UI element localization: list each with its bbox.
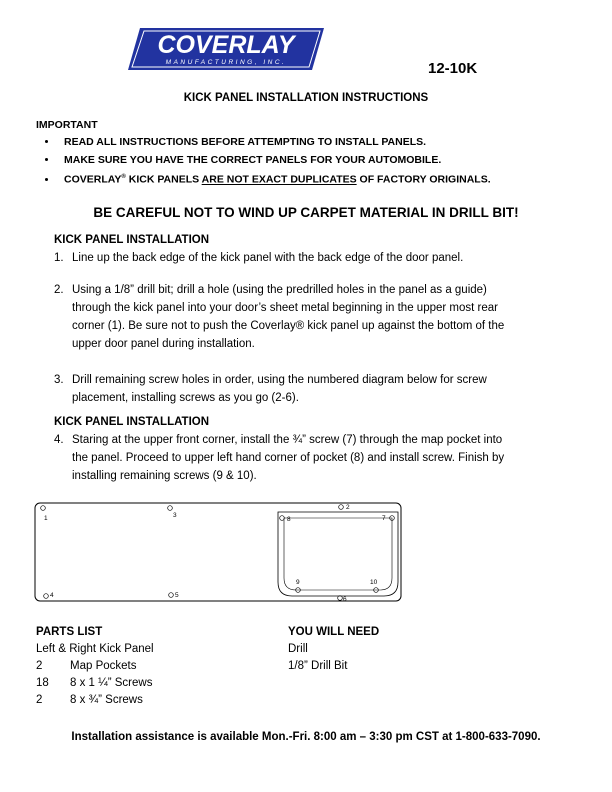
step-text: placement, installing screws as you go (2-6). <box>72 392 299 404</box>
part-quantity: 2 <box>36 660 43 672</box>
screw-label: 9 <box>296 579 300 586</box>
step-text: Drill remaining screw holes in order, using the numbered diagram below for screw <box>72 374 487 386</box>
logo-subtext: MANUFACTURING, INC. <box>165 59 287 66</box>
part-description: 8 x 1 ¼” Screws <box>70 677 153 689</box>
needed-item: Drill <box>288 643 308 655</box>
screw-label: 2 <box>346 504 350 511</box>
section-heading: KICK PANEL INSTALLATION <box>54 416 210 428</box>
parts-list-item <box>36 675 154 692</box>
important-item-text: MAKE SURE YOU HAVE THE CORRECT PANELS FOR YOUR AUTOMOBILE. <box>64 153 442 166</box>
diagram-graphic <box>34 500 404 606</box>
step-number: 1. <box>54 252 64 264</box>
step-text: upper door panel during installation. <box>72 338 255 350</box>
important-item <box>58 169 491 189</box>
step-text: through the kick panel into your door’s sheet metal beginning in the upper most rear <box>72 302 498 314</box>
step-number: 2. <box>54 284 64 296</box>
brand-name: COVERLAY <box>64 173 122 186</box>
footer-assistance-text: Installation assistance is available Mon.-Fri. 8:00 am – 3:30 pm CST at 1-800-633-7090. <box>71 731 541 743</box>
registered-mark: ® <box>121 174 126 180</box>
step-text: Staring at the upper front corner, install the ¾” screw (7) through the map pocket into <box>72 434 503 446</box>
important-label: IMPORTANT <box>36 119 98 131</box>
document-title: KICK PANEL INSTALLATION INSTRUCTIONS <box>183 92 429 104</box>
screw-label: 4 <box>50 592 54 599</box>
part-description: Map Pockets <box>70 660 137 672</box>
step-text: corner (1). Be sure not to push the Coverlay® kick panel up against the bottom of the <box>72 320 505 332</box>
step-number: 4. <box>54 434 64 446</box>
part-description: Left & Right Kick Panel <box>36 643 154 655</box>
logo-text: COVERLAY <box>157 31 295 59</box>
parts-list-item <box>36 658 154 675</box>
document-code: 12-10K <box>428 60 478 77</box>
part-quantity: 2 <box>36 694 43 706</box>
you-will-need-heading: YOU WILL NEED <box>288 626 380 638</box>
part-quantity: 18 <box>36 677 49 689</box>
screw-label: 5 <box>175 592 179 599</box>
step-text: the panel. Proceed to upper left hand corner of pocket (8) and install screw. Finish by <box>72 452 505 464</box>
important-item <box>58 134 491 152</box>
underlined-text: ARE NOT EXACT DUPLICATES <box>201 173 357 186</box>
parts-list <box>36 624 154 709</box>
needed-item: 1/8” Drill Bit <box>288 660 348 672</box>
instruction-step <box>54 371 574 407</box>
you-will-need-list <box>288 624 379 675</box>
step-text: Line up the back edge of the kick panel with the back edge of the door panel. <box>72 252 464 264</box>
coverlay-logo <box>128 26 324 72</box>
parts-list-heading: PARTS LIST <box>36 626 103 638</box>
instruction-step <box>54 431 584 485</box>
logo-graphic <box>128 26 324 72</box>
screw-hole <box>169 593 174 598</box>
section-heading: KICK PANEL INSTALLATION <box>54 234 210 246</box>
instruction-step <box>54 281 574 353</box>
part-description: 8 x ¾” Screws <box>70 694 143 706</box>
important-item-text: OF FACTORY ORIGINALS. <box>356 173 491 186</box>
step-text: Using a 1/8” drill bit; drill a hole (using the predrilled holes in the panel as a guide) <box>72 284 487 296</box>
screw-hole <box>41 506 46 511</box>
important-item-text: KICK PANELS <box>125 173 202 186</box>
step-number: 3. <box>54 374 64 386</box>
screw-label: 10 <box>370 579 378 586</box>
important-list <box>36 134 491 189</box>
screw-hole <box>339 505 344 510</box>
screw-label: 1 <box>44 515 48 522</box>
step-text: installing remaining screws (9 & 10). <box>72 470 257 482</box>
screw-label: 8 <box>287 516 291 523</box>
important-item <box>58 152 491 170</box>
parts-list-item <box>36 692 154 709</box>
screw-hole <box>168 506 173 511</box>
parts-list-item <box>36 641 154 658</box>
screw-hole <box>44 594 49 599</box>
important-item-text: READ ALL INSTRUCTIONS BEFORE ATTEMPTING TO INSTALL PANELS. <box>64 136 427 148</box>
screw-label: 6 <box>343 596 347 603</box>
warning-text: BE CAREFUL NOT TO WIND UP CARPET MATERIAL IN DRILL BIT! <box>93 205 519 220</box>
screw-label: 7 <box>382 515 386 522</box>
screw-label: 3 <box>173 512 177 519</box>
screw-hole <box>280 516 285 521</box>
screw-placement-diagram <box>34 500 404 606</box>
